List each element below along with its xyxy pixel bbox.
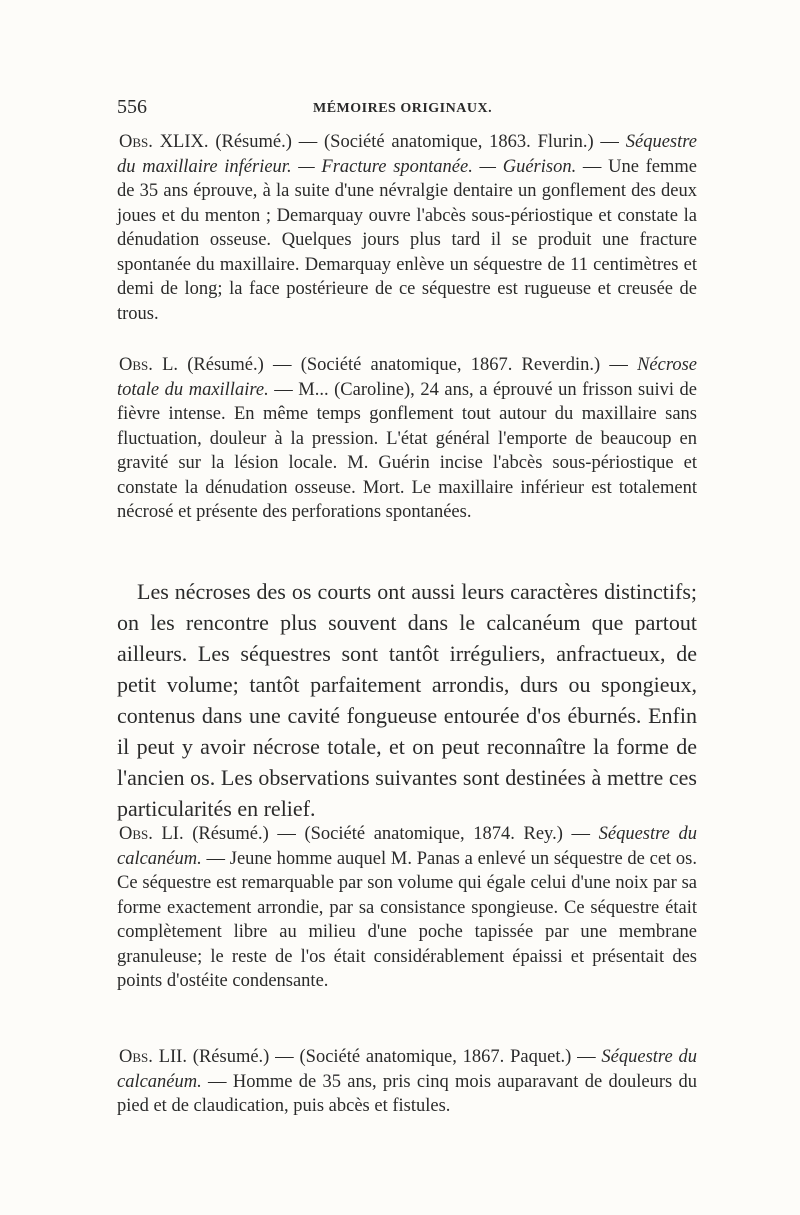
- main-paragraph: [117, 576, 697, 824]
- observation-52-body: — Homme de 35 ans, pris cinq mois auparavant de douleurs du pied et de claudication, puis abcès et fistules.: [117, 1071, 697, 1116]
- observation-50-source: (Résumé.) — (Société anatomique, 1867. Reverdin.) —: [178, 355, 638, 375]
- page-header: [117, 96, 697, 124]
- observation-51-text: [117, 822, 697, 994]
- observation-51-lead: Obs. LI.: [119, 824, 184, 844]
- observation-50-lead: Obs. L.: [119, 355, 179, 375]
- observation-50-text: [117, 353, 697, 525]
- observation-49-title: Séquestre du maxillaire inférieur. — Fracture spontanée. — Guérison.: [117, 132, 697, 177]
- main-paragraph-text: Les nécroses des os courts ont aussi leurs caractères distinctifs; on les rencontre plus souvent dans le calcanéum que partout ailleurs. Les séquestres sont tantôt irréguliers, anfractueux, de petit volume; tantôt parfaitement arrondis, durs ou spongieux, contenus dans une cavité fongueuse entourée d'os éburnés. Enfin il peut y avoir nécrose totale, et on peut reconnaître la forme de l'ancien os. Les observations suivantes sont destinées à mettre ces particularités en relief.: [117, 579, 697, 821]
- observation-51: [117, 822, 697, 994]
- observation-52: [117, 1045, 697, 1119]
- observation-49-text: [117, 130, 697, 326]
- observation-52-title: Séquestre du calcanéum.: [117, 1047, 697, 1092]
- observation-52-lead: Obs. LII.: [119, 1047, 187, 1067]
- observation-49-lead: Obs. XLIX.: [119, 132, 209, 152]
- observation-51-title: Séquestre du calcanéum.: [117, 824, 697, 869]
- observation-49-source: (Résumé.) — (Société anatomique, 1863. Flurin.) —: [208, 132, 626, 152]
- observation-50-body: — M... (Caroline), 24 ans, a éprouvé un frisson suivi de fièvre intense. En même temps gonflement tout autour du maxillaire sans fluctuation, douleur à la pression. L'état général l'emporte de beaucoup en gravité sur la lésion locale. M. Guérin incise l'abcès sous-périostique et constate la dénudation osseuse. Mort. Le maxillaire inférieur est totalement nécrosé et présente des perforations spontanées.: [117, 379, 697, 522]
- observation-51-source: (Résumé.) — (Société anatomique, 1874. Rey.) —: [183, 824, 599, 844]
- page-number: 556: [117, 96, 147, 118]
- observation-52-source: (Résumé.) — (Société anatomique, 1867. Paquet.) —: [186, 1047, 602, 1067]
- observation-51-body: — Jeune homme auquel M. Panas a enlevé un séquestre de cet os. Ce séquestre est remarquable par son volume qui égale celui d'une noix par sa forme exactement arrondie, par sa consistance spongieuse. Ce séquestre était complètement libre au milieu d'une poche tapissée par une membrane granuleuse; le reste de l'os était considérablement épaissi et présentait des points d'ostéite condensante.: [117, 848, 697, 991]
- observation-50-title: Nécrose totale du maxillaire.: [117, 355, 698, 400]
- observation-49-body: — Une femme de 35 ans éprouve, à la suite d'une névralgie dentaire un gonflement des deux joues et du menton ; Demarquay ouvre l'abcès sous-périostique et constate la dénudation osseuse. Quelques jours plus tard il se produit une fracture spontanée du maxillaire. Demarquay enlève un séquestre de 11 centimètres et demi de long; la face postérieure de ce séquestre est rugueuse et creusée de trous.: [117, 156, 697, 324]
- running-head: MÉMOIRES ORIGINAUX.: [313, 101, 493, 116]
- observation-52-text: [117, 1045, 697, 1119]
- observation-50: [117, 353, 697, 525]
- observation-49: [117, 130, 697, 326]
